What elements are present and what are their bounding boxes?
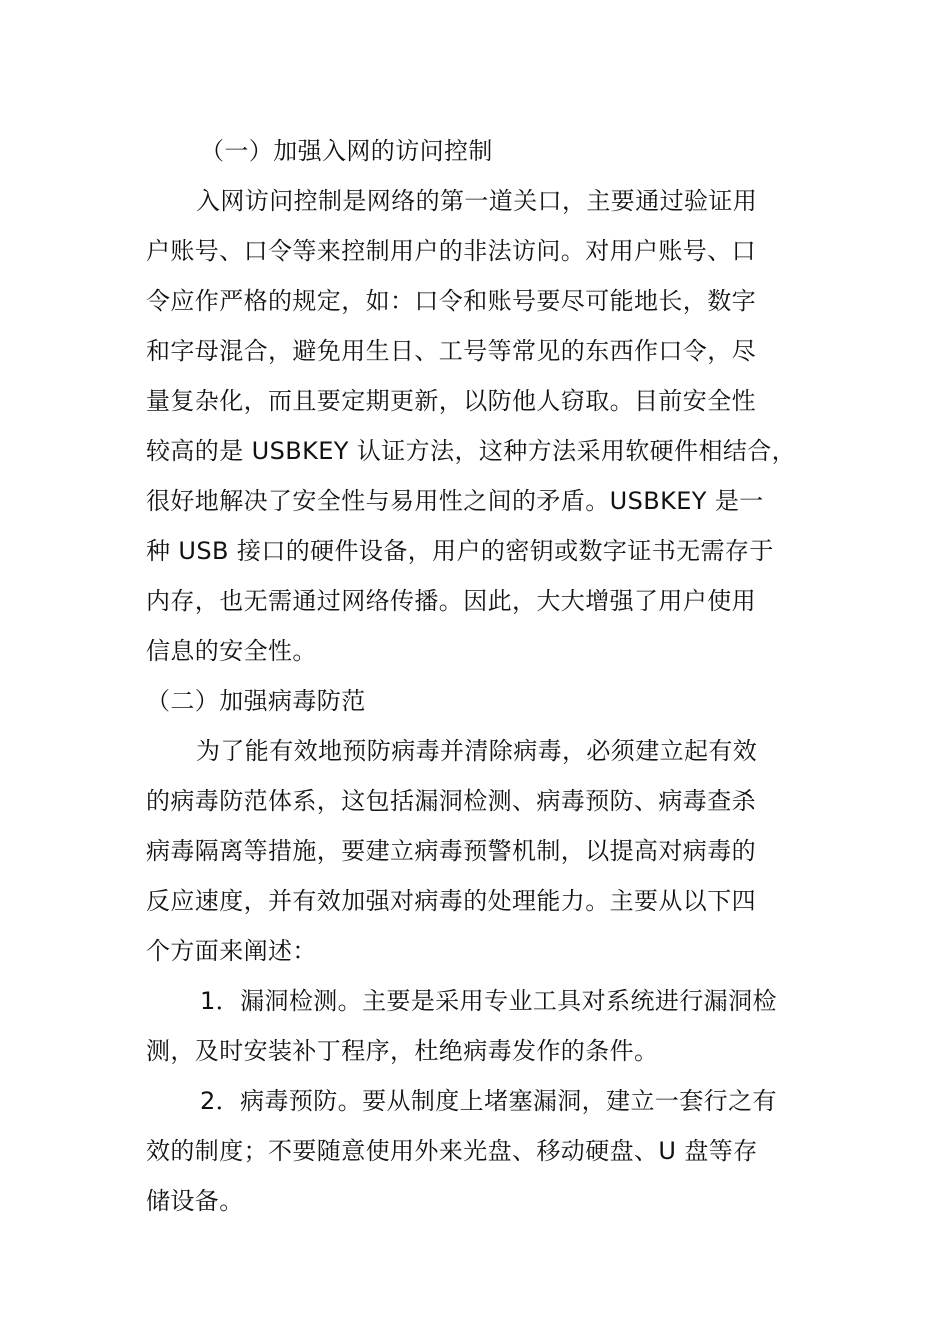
- section-2-heading: （二）加强病毒防范: [146, 687, 366, 715]
- section-1-paragraph-line: 户账号、口令等来控制用户的非法访问。对用户账号、口: [146, 237, 756, 265]
- section-1-paragraph-line: 量复杂化，而且要定期更新，以防他人窃取。目前安全性: [146, 387, 756, 415]
- list-item-2-line: 2．病毒预防。要从制度上堵塞漏洞，建立一套行之有: [200, 1087, 777, 1115]
- section-1-paragraph-line: 很好地解决了安全性与易用性之间的矛盾。USBKEY 是一: [146, 487, 764, 515]
- section-2-paragraph-line: 个方面来阐述：: [146, 937, 317, 965]
- section-1-paragraph-line: 内存，也无需通过网络传播。因此，大大增强了用户使用: [146, 587, 756, 615]
- list-item-1-line: 1．漏洞检测。主要是采用专业工具对系统进行漏洞检: [200, 987, 777, 1015]
- section-2-paragraph-line: 为了能有效地预防病毒并清除病毒，必须建立起有效: [196, 737, 758, 765]
- section-1-paragraph-line: 令应作严格的规定，如：口令和账号要尽可能地长，数字: [146, 287, 756, 315]
- section-1-paragraph-line: 种 USB 接口的硬件设备，用户的密钥或数字证书无需存于: [146, 537, 774, 565]
- section-2-paragraph-line: 反应速度，并有效加强对病毒的处理能力。主要从以下四: [146, 887, 756, 915]
- section-1-paragraph-line: 较高的是 USBKEY 认证方法，这种方法采用软硬件相结合，: [146, 437, 797, 465]
- section-1-paragraph-line: 入网访问控制是网络的第一道关口，主要通过验证用: [196, 187, 758, 215]
- section-1-paragraph-line: 和字母混合，避免用生日、工号等常见的东西作口令，尽: [146, 337, 756, 365]
- list-item-1-line: 测，及时安装补丁程序，杜绝病毒发作的条件。: [146, 1037, 659, 1065]
- section-2-paragraph-line: 的病毒防范体系，这包括漏洞检测、病毒预防、病毒查杀: [146, 787, 756, 815]
- section-2-paragraph-line: 病毒隔离等措施，要建立病毒预警机制，以提高对病毒的: [146, 837, 756, 865]
- list-item-2-line: 储设备。: [146, 1187, 244, 1215]
- section-1-paragraph-line: 信息的安全性。: [146, 637, 317, 665]
- list-item-2-line: 效的制度；不要随意使用外来光盘、移动硬盘、U 盘等存: [146, 1137, 758, 1165]
- section-1-heading: （一）加强入网的访问控制: [200, 137, 493, 165]
